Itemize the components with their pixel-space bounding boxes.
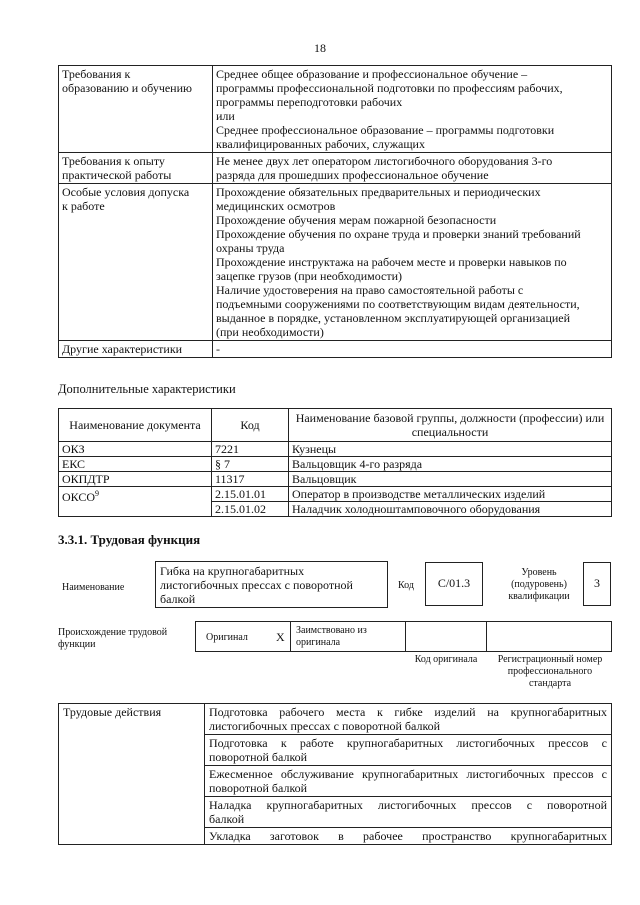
value-line: зацепке грузов (при необходимости) xyxy=(216,269,403,283)
value-line: - xyxy=(216,342,220,356)
code-cell: § 7 xyxy=(212,457,289,472)
value-line: медицинских осмотров xyxy=(216,199,336,213)
value-line: программы переподготовки рабочих xyxy=(216,95,403,109)
value-line: программы профессиональной подготовки по профессиям рабочих, xyxy=(216,81,563,95)
document-cell: ЕКС xyxy=(59,457,212,472)
value-line: (при необходимости) xyxy=(216,325,324,339)
value-line: Прохождение инструктажа на рабочем месте и проверки навыков по xyxy=(216,255,567,269)
section-heading: 3.3.1. Трудовая функция xyxy=(58,532,201,547)
row-label xyxy=(59,66,213,153)
level-label-line: (подуровень) xyxy=(511,579,567,590)
table-row xyxy=(59,704,612,735)
row-value xyxy=(213,341,612,358)
value-line: Наличие удостоверения на право самостоятельной работы с xyxy=(216,283,524,297)
action-line: листогибочных прессах с поворотной балкой xyxy=(209,719,441,733)
page-number: 18 xyxy=(314,41,326,55)
label-line: к работе xyxy=(62,199,105,213)
footnote-mark: 9 xyxy=(95,489,100,498)
name-cell: Оператор в производстве металлических изделий xyxy=(289,487,612,502)
borrowed-label-line: Заимствовано из xyxy=(296,625,367,636)
action-cell xyxy=(205,735,612,766)
name-cell: Вальцовщик 4-го разряда xyxy=(289,457,612,472)
table-row xyxy=(59,66,612,153)
value-line: квалифицированных рабочих, служащих xyxy=(216,137,425,151)
original-code-cell xyxy=(405,621,487,652)
row-label xyxy=(59,153,213,184)
function-name-line: балкой xyxy=(160,592,196,606)
name-cell: Кузнецы xyxy=(289,442,612,457)
action-line: поворотной балкой xyxy=(209,750,308,764)
value-line: Среднее общее образование и профессиональное обучение – xyxy=(216,67,528,81)
label-line: Требования к опыту xyxy=(62,154,165,168)
action-cell xyxy=(205,797,612,828)
code-cell: 2.15.01.02 xyxy=(212,502,289,517)
value-line: охраны труда xyxy=(216,241,285,255)
origin-label-line: Происхождение трудовой xyxy=(58,627,168,638)
action-line: Подготовка рабочего места к гибке изделий на крупногабаритных xyxy=(209,705,607,719)
row-value xyxy=(213,66,612,153)
column-header: Наименование документа xyxy=(59,409,212,442)
code-cell: 2.15.01.01 xyxy=(212,487,289,502)
original-code-caption: Код оригинала xyxy=(414,654,478,665)
level-label-line: квалификации xyxy=(508,591,570,602)
origin-label-line: функции xyxy=(58,639,96,650)
table-header-row xyxy=(59,409,612,442)
value-line: Прохождение обучения по охране труда и проверки знаний требований xyxy=(216,227,581,241)
function-name-line: Гибка на крупногабаритных xyxy=(160,564,305,578)
reg-number-cell xyxy=(486,621,612,652)
table-row xyxy=(59,457,612,472)
code-cell: 7221 xyxy=(212,442,289,457)
document-cell: ОКСО$^9$ xyxy=(59,487,212,517)
action-line: Ежесменное обслуживание крупногабаритных листогибочных прессов с xyxy=(209,767,607,781)
value-line: подъемными сооружениями по соответствующим видам деятельности, xyxy=(216,297,580,311)
labor-actions-table xyxy=(58,703,612,845)
action-line: поворотной балкой xyxy=(209,781,308,795)
row-value xyxy=(213,153,612,184)
additional-characteristics-table xyxy=(58,408,612,517)
level-label-line: Уровень xyxy=(521,567,557,578)
function-name-line: листогибочных прессах с поворотной xyxy=(160,578,353,592)
value-line: или xyxy=(216,109,235,123)
original-label: Оригинал xyxy=(206,632,248,643)
reg-caption-line: стандарта xyxy=(528,678,572,689)
function-name-box xyxy=(155,561,388,608)
borrowed-label-line: оригинала xyxy=(296,637,341,648)
code-cell: 11317 xyxy=(212,472,289,487)
name-cell: Наладчик холодноштамповочного оборудования xyxy=(289,502,612,517)
action-line: Наладка крупногабаритных листогибочных прессов с поворотной xyxy=(209,798,607,812)
column-header: Код xyxy=(212,409,289,442)
reg-caption-line: профессионального xyxy=(507,666,593,677)
level-label xyxy=(494,567,584,603)
table-row xyxy=(59,184,612,341)
borrowed-cell xyxy=(290,621,406,652)
origin-label xyxy=(58,627,167,651)
value-line: Прохождение обучения мерам пожарной безопасности xyxy=(216,213,497,227)
action-cell xyxy=(205,828,612,845)
action-line: Укладка заготовок в рабочее пространство крупногабаритных xyxy=(209,829,607,843)
name-label: Наименование xyxy=(62,582,125,593)
value-line: разряда для прошедших профессиональное обучение xyxy=(216,168,489,182)
table-row xyxy=(59,472,612,487)
value-line: выданное в порядке, установленном эксплуатирующей организацией xyxy=(216,311,571,325)
value-line: Не менее двух лет оператором листогибочного оборудования 3-го xyxy=(216,154,553,168)
table-row xyxy=(59,442,612,457)
function-code-box: С/01.3 xyxy=(425,562,483,606)
row-label xyxy=(59,184,213,341)
name-cell: Вальцовщик xyxy=(289,472,612,487)
table-row xyxy=(59,487,612,502)
action-cell xyxy=(205,704,612,735)
label-line: Требования к xyxy=(62,67,131,81)
row-label: Трудовые действия xyxy=(59,704,205,845)
label-line: образованию и обучению xyxy=(62,81,192,95)
code-label: Код xyxy=(398,580,414,591)
column-header: Наименование базовой группы, должности (профессии) или специальности xyxy=(289,409,612,442)
reg-number-caption xyxy=(488,654,612,690)
action-line: Подготовка к работе крупногабаритных листогибочных прессов с xyxy=(209,736,607,750)
original-mark: X xyxy=(276,630,285,644)
action-line: балкой xyxy=(209,812,245,826)
reg-caption-line: Регистрационный номер xyxy=(497,654,603,665)
label-line: Другие характеристики xyxy=(62,342,183,356)
action-cell xyxy=(205,766,612,797)
label-line: Особые условия допуска xyxy=(62,185,190,199)
table-row xyxy=(59,341,612,358)
value-line: Прохождение обязательных предварительных и периодических xyxy=(216,185,541,199)
document-cell: ОКЗ xyxy=(59,442,212,457)
original-cell xyxy=(195,621,291,652)
row-value xyxy=(213,184,612,341)
level-value-box: 3 xyxy=(583,562,611,606)
table-row xyxy=(59,153,612,184)
value-line: Среднее профессиональное образование – программы подготовки xyxy=(216,123,555,137)
label-line: практической работы xyxy=(62,168,172,182)
additional-characteristics-title: Дополнительные характеристики xyxy=(58,382,236,396)
requirements-table xyxy=(58,65,612,358)
row-label xyxy=(59,341,213,358)
document-cell: ОКПДТР xyxy=(59,472,212,487)
